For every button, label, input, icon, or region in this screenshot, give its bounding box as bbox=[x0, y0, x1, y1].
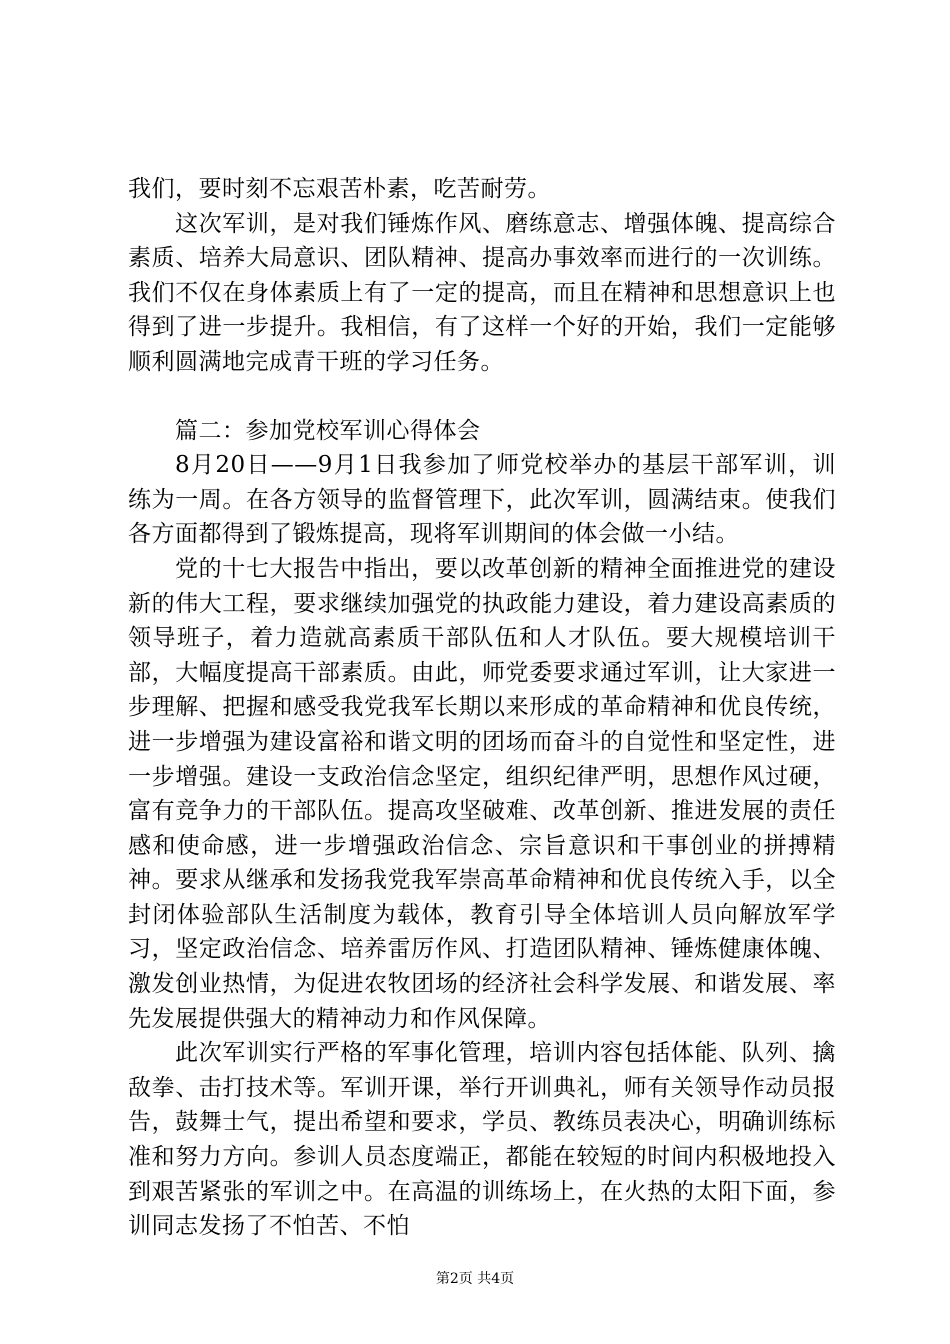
paragraph-2: 这次军训，是对我们锤炼作风、磨练意志、增强体魄、提高综合素质、培养大局意识、团队精神、提高办事效率而进行的一次训练。我们不仅在身体素质上有了一定的提高，而且在精神和思想意识上也得到了进一步提升。我相信，有了这样一个好的开始，我们一定能够顺利圆满地完成青干班的学习任务。 bbox=[128, 210, 836, 375]
paragraph-gap bbox=[128, 380, 836, 414]
section-heading: 篇二：参加党校军训心得体会 bbox=[175, 417, 481, 444]
document-body bbox=[128, 172, 836, 1244]
paragraph-4: 党的十七大报告中指出，要以改革创新的精神全面推进党的建设新的伟大工程，要求继续加强党的执政能力建设，着力建设高素质的领导班子，着力造就高素质干部队伍和人才队伍。要大规模培训干部，大幅度提高干部素质。由此，师党委要求通过军训，让大家进一步理解、把握和感受我党我军长期以来形成的革命精神和优良传统，进一步增强为建设富裕和谐文明的团场而奋斗的自觉性和坚定性，进一步增强。建设一支政治信念坚定，组织纪律严明，思想作风过硬，富有竞争力的干部队伍。提高攻坚破难、改革创新、推进发展的责任感和使命感，进一步增强政治信念、宗旨意识和干事创业的拼搏精神。要求从继承和发扬我党我军崇高革命精神和优良传统入手，以全封闭体验部队生活制度为载体，教育引导全体培训人员向解放军学习，坚定政治信念、培养雷厉作风、打造团队精神、锤炼健康体魄、激发创业热情，为促进农牧团场的经济社会科学发展、和谐发展、率先发展提供强大的精神动力和作风保障。 bbox=[128, 555, 836, 1032]
paragraph-1: 我们，要时刻不忘艰苦朴素，吃苦耐劳。 bbox=[128, 176, 551, 202]
page-footer: 第2页 共4页 bbox=[435, 1271, 515, 1287]
paragraph-3: 8月20日——9月1日我参加了师党校举办的基层干部军训，训练为一周。在各方领导的监督管理下，此次军训，圆满结束。使我们各方面都得到了锻炼提高，现将军训期间的体会做一小结。 bbox=[128, 452, 836, 548]
paragraph-5: 此次军训实行严格的军事化管理，培训内容包括体能、队列、擒敌拳、击打技术等。军训开课，举行开训典礼，师有关领导作动员报告，鼓舞士气，提出希望和要求，学员、教练员表决心，明确训练标准和努力方向。参训人员态度端正，都能在较短的时间内积极地投入到艰苦紧张的军训之中。在高温的训练场上，在火热的太阳下面，参训同志发扬了不怕苦、不怕 bbox=[128, 1040, 836, 1240]
